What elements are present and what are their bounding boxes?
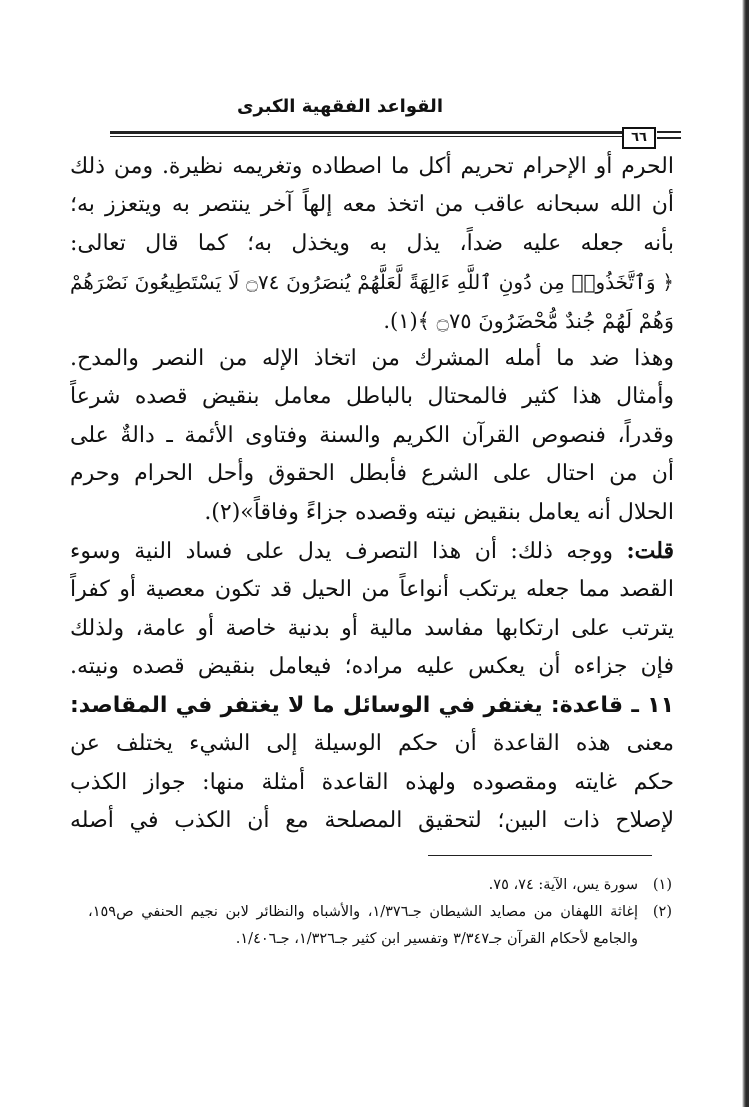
body-line: الحلال أنه يعامل بنقيض نيته وقصده جزاءً وفاقاً»(٢). [204, 499, 674, 525]
qult-label: قلت: [626, 538, 674, 565]
footnote-number: (١) [652, 877, 672, 893]
page-binding-edge [742, 0, 749, 1107]
body-line: يترتب على ارتكابها مفاسد مالية أو بدنية خاصة أو عامة، ولذلك [70, 615, 674, 641]
footnote [88, 899, 672, 953]
qult-paragraph-line [70, 532, 674, 571]
footnotes [88, 872, 672, 953]
footnote-number: (٢) [652, 904, 672, 920]
header-rule-thin [110, 136, 625, 137]
rule-heading: ١١ ـ قاعدة: يغتفر في الوسائل ما لا يغتفر في المقاصد: [70, 692, 674, 718]
body-line: لإصلاح ذات البين؛ لتحقيق المصلحة مع أن الكذب في أصله [70, 807, 674, 833]
header-rule [110, 131, 625, 134]
page-number: ٦٦ [622, 127, 656, 149]
footnote [88, 872, 672, 899]
body-line: القصد مما جعله يرتكب أنواعاً من الحيل قد تكون معصية أو كفراً [70, 577, 674, 603]
body-line: وهذا ضد ما أمله المشرك من اتخاذ الإله من النصر والمدح. [70, 346, 674, 372]
body-line: الحرم أو الإحرام تحريم أكل ما اصطاده وتغريمه نظيرة. ومن ذلك [70, 154, 674, 179]
body-line: أن من احتال على الشرع فأبطل الحقوق وأحل الحرام وحرم [70, 461, 674, 487]
body-line: فإن جزاءه أن يعكس عليه مراده؛ فيعامل بنقيض قصده ونيته. [70, 654, 674, 680]
quran-verse-line: وَهُمْ لَهُمْ جُندٌ مُّحْضَرُونَ ۝٧٥ ﴾(١). [383, 308, 674, 333]
footnote-separator [428, 855, 652, 856]
running-title: القواعد الفقهية الكبرى [237, 96, 443, 117]
body-line: وأمثال هذا كثير فالمحتال بالباطل معامل بنقيض قصده شرعاً [70, 384, 674, 410]
footnote-text: سورة يس، الآية: ٧٤، ٧٥. [488, 877, 638, 893]
body-line: أن الله سبحانه عاقب من اتخذ معه إلهاً آخر ينتصر به ويتعزز به؛ [70, 192, 674, 218]
body-text [70, 148, 674, 840]
body-line: ووجه ذلك: أن هذا التصرف يدل على فساد النية وسوء [70, 539, 613, 565]
body-line: معنى هذه القاعدة أن حكم الوسيلة إلى الشيء يختلف عن [70, 731, 674, 757]
footnote-text: إغاثة اللهفان من مصايد الشيطان جـ١/٣٧٦، والأشباه والنظائر لابن نجيم الحنفي ص١٥٩، والجامع لأحكام القرآن جـ٣/٣٤٧ وتفسير ابن كثير جـ١/٣٢٦، جـ١/٤٠٦. [88, 904, 638, 947]
body-line: حكم غايته ومقصوده ولهذه القاعدة أمثلة منها: جواز الكذب [70, 769, 674, 795]
body-line: بأنه جعله عليه ضداً، يذل به ويخذل به؛ كما قال تعالى: [70, 230, 674, 256]
body-line: وقدراً، فنصوص القرآن الكريم والسنة وفتاوى الأئمة ـ دالةٌ على [70, 422, 674, 448]
quran-verse-line: ﴿ وَٱتَّخَذُوا۟ مِن دُونِ ٱللَّهِ ءَالِهَةً لَّعَلَّهُمْ يُنصَرُونَ ۝٧٤ لَا يَسْتَطِيعُونَ نَصْرَهُمْ [70, 270, 674, 295]
page-number-mark [657, 131, 681, 143]
